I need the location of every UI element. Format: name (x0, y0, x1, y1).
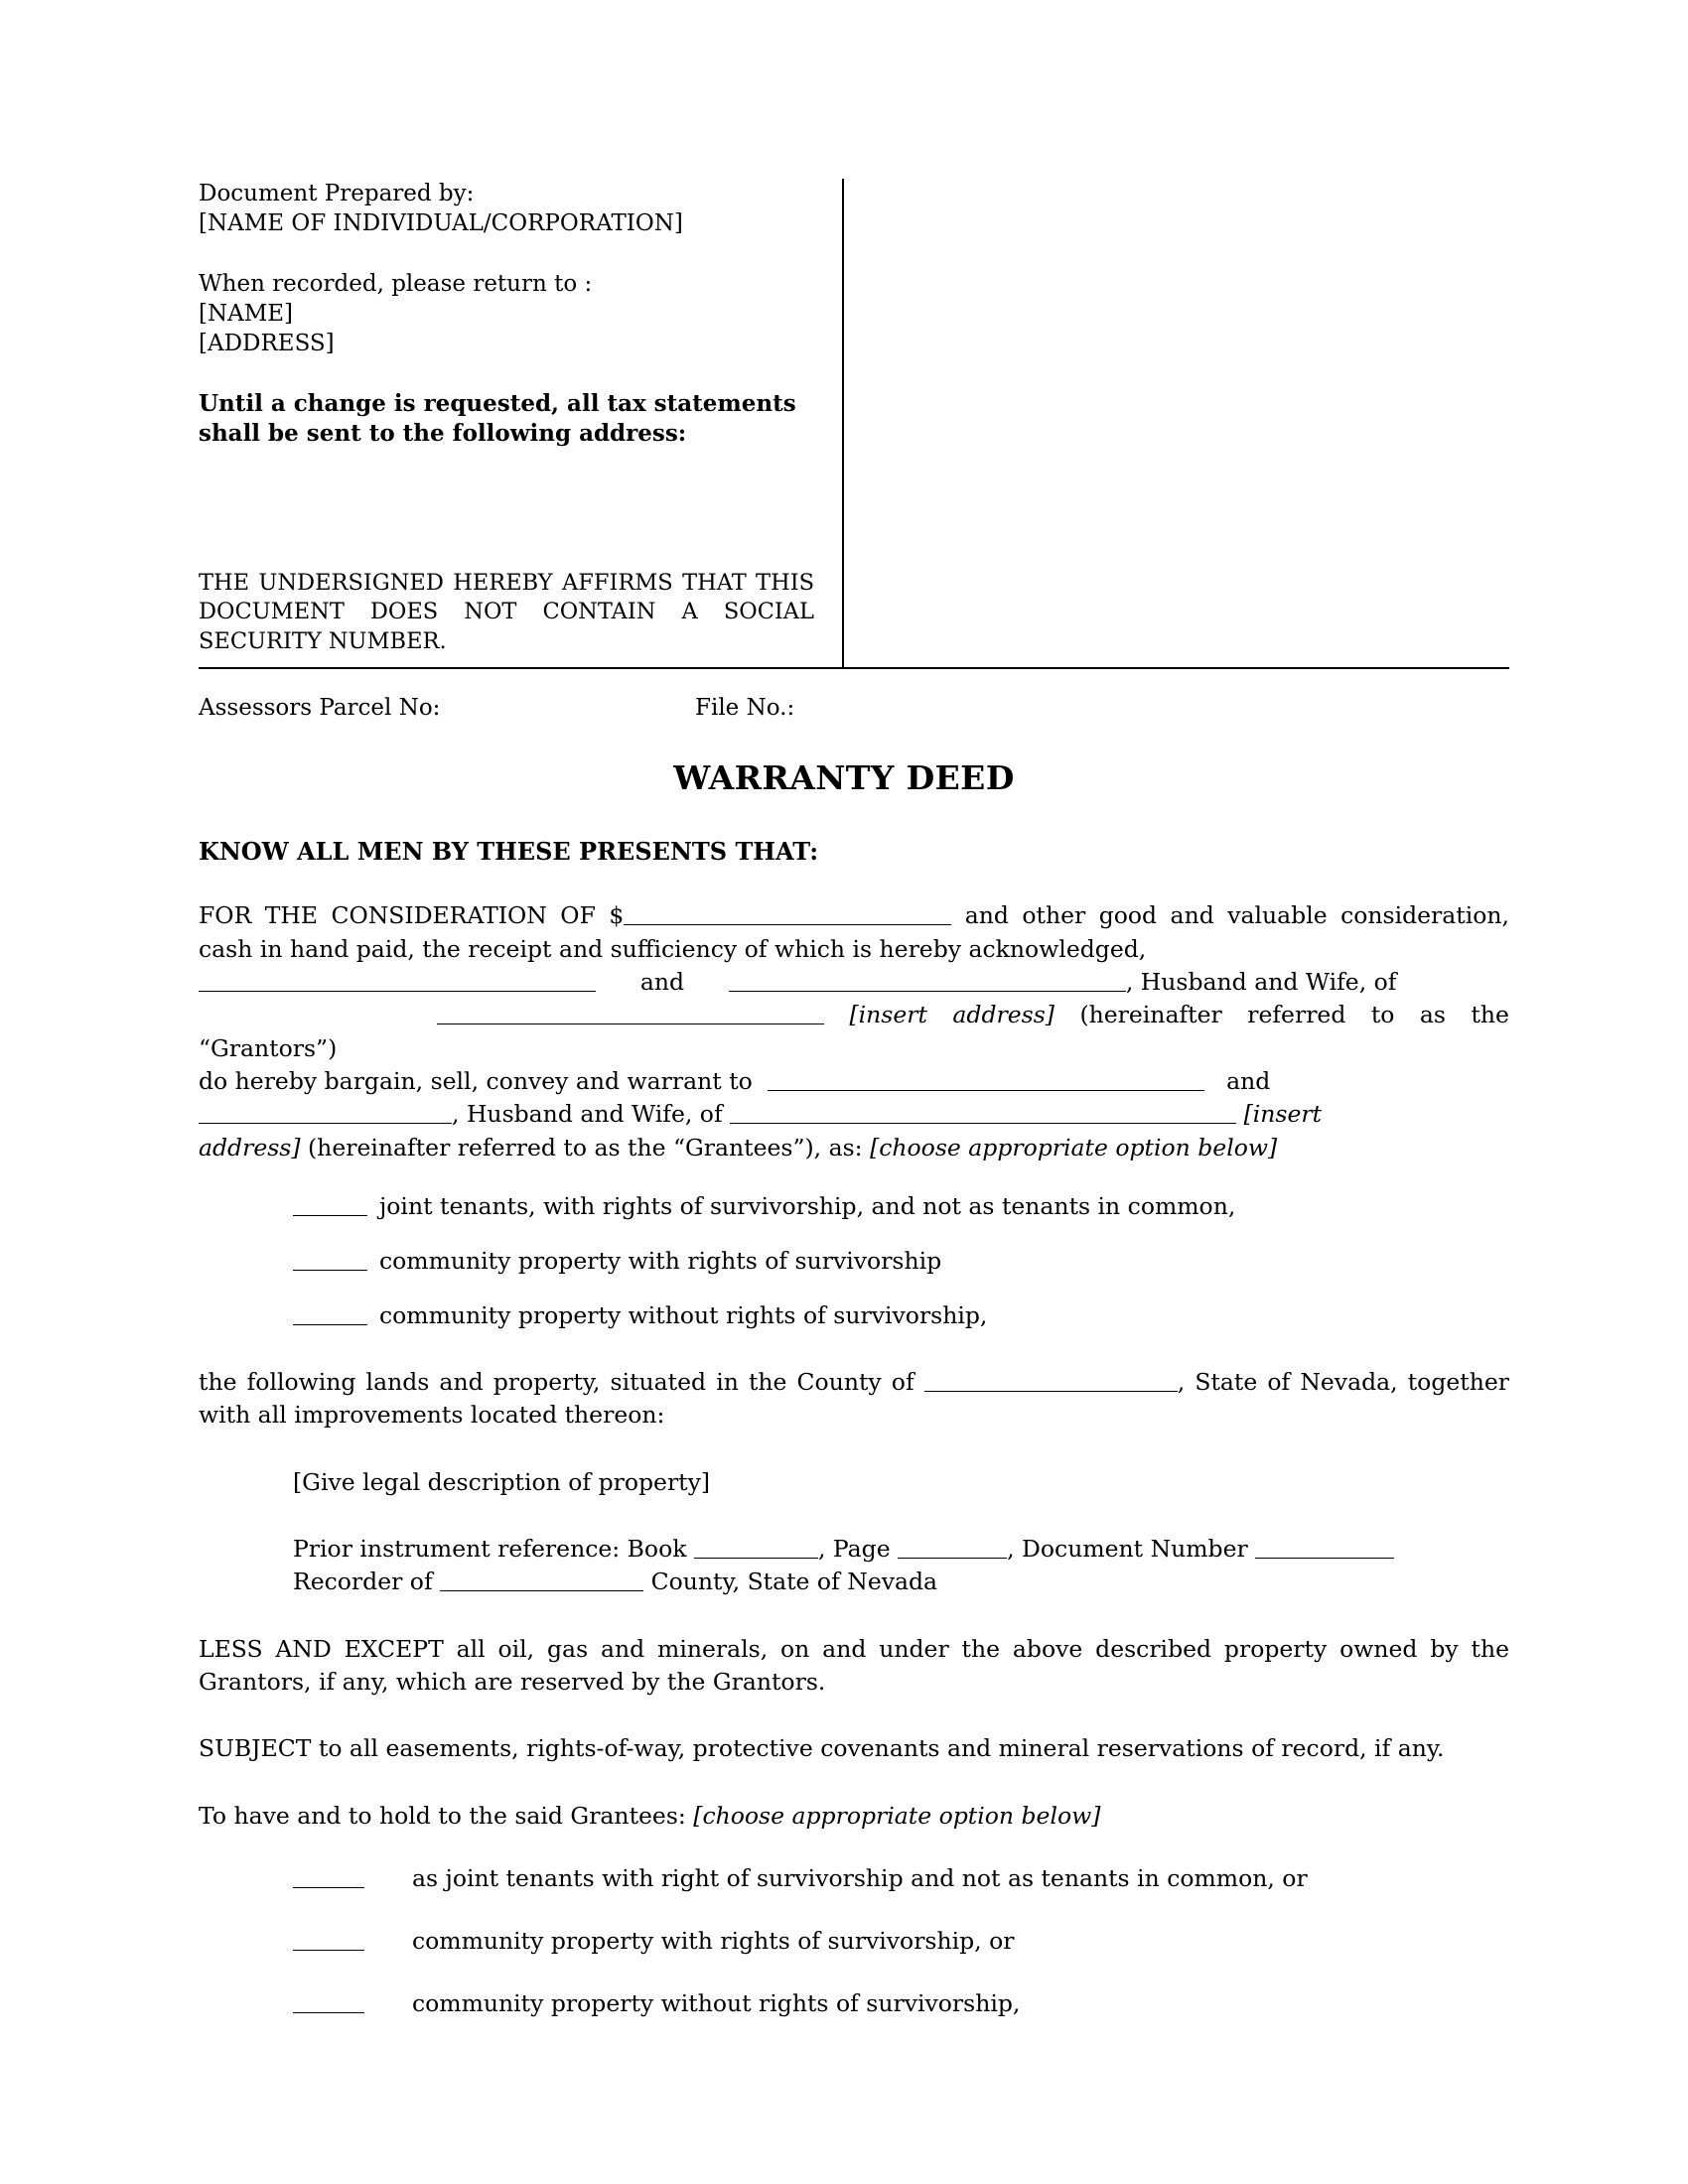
hold-option-3-blank[interactable] (293, 1987, 364, 2013)
recorder-tail: County, State of Nevada (650, 1568, 938, 1596)
grantees-husband-wife-of: , Husband and Wife, of (452, 1100, 723, 1129)
grantors-husband-wife-of: , Husband and Wife, of (1125, 968, 1397, 996)
prior-instrument-lead: Prior instrument reference: Book (293, 1534, 687, 1563)
list-item[interactable] (293, 1190, 1489, 1223)
grantee-2-blank[interactable] (199, 1099, 452, 1125)
return-to-group (199, 269, 824, 359)
recorder-county-blank[interactable] (440, 1567, 643, 1592)
file-no-label: File No.: (695, 695, 795, 722)
legal-description-placeholder: [Give legal description of property] (293, 1467, 711, 1496)
prior-instrument-block (293, 1533, 1489, 1599)
tenancy-option-2-label: community property with rights of survivorship (379, 1247, 942, 1276)
prior-instrument-line (293, 1533, 1489, 1566)
choose-option-hint-1: [choose appropriate option below] (870, 1133, 1278, 1161)
prior-page-label: , Page (817, 1534, 891, 1563)
lands-after-county: , State of Nevada, together with all improvements located thereon: (199, 1367, 1509, 1430)
to-have-lead: To have and to hold to the said Grantees: (199, 1801, 686, 1830)
ssn-affirmation: THE UNDERSIGNED HEREBY AFFIRMS THAT THIS DOCUMENT DOES NOT CONTAIN A SOCIAL SECURITY NUMBER. (199, 569, 814, 655)
list-item[interactable] (293, 1245, 1489, 1278)
do-hereby-bargain: do hereby bargain, sell, convey and warrant to (199, 1067, 753, 1096)
lands-lead: the following lands and property, situated in the County of (199, 1367, 914, 1396)
header-vertical-divider (842, 179, 844, 667)
to-have-and-hold-paragraph (199, 1800, 1509, 1833)
consideration-after-amount: and other good and valuable consideration, cash in hand paid, the receipt and sufficiency of which is hereby acknowledged, (199, 901, 1510, 963)
hold-options-list (199, 1862, 1489, 2020)
tenancy-option-3-blank[interactable] (293, 1299, 367, 1325)
insert-word: [insert (1243, 1100, 1323, 1129)
list-item[interactable] (293, 1987, 1489, 2020)
choose-option-hint-2: [choose appropriate option below] (693, 1801, 1101, 1830)
list-item[interactable] (293, 1925, 1489, 1958)
grantor-1-blank[interactable] (199, 966, 596, 992)
prepared-by-value: [NAME OF INDIVIDUAL/CORPORATION] (199, 210, 683, 237)
book-blank[interactable] (694, 1533, 818, 1559)
hold-option-1-label: as joint tenants with right of survivorship and not as tenants in common, or (412, 1864, 1308, 1893)
consideration-paragraph (199, 899, 1509, 1164)
know-all-men-heading: KNOW ALL MEN BY THESE PRESENTS THAT: (199, 837, 819, 867)
tenancy-option-1-blank[interactable] (293, 1190, 367, 1216)
list-item[interactable] (293, 1862, 1489, 1895)
address-word: address] (199, 1133, 301, 1161)
hold-option-3-label: community property without rights of survivorship, (412, 1988, 1021, 2017)
county-blank[interactable] (924, 1366, 1178, 1392)
return-to-address: [ADDRESS] (199, 331, 335, 357)
consideration-amount-blank[interactable] (624, 900, 951, 926)
parcel-file-row (199, 695, 1509, 721)
return-to-name: [NAME] (199, 301, 294, 328)
page-title: WARRANTY DEED (673, 758, 1015, 798)
grantor-2-blank[interactable] (729, 966, 1126, 992)
return-to-label: When recorded, please return to : (199, 270, 593, 297)
grantee-address-blank[interactable] (730, 1099, 1236, 1125)
and-word-2: and (1226, 1067, 1271, 1096)
subject-to-paragraph: SUBJECT to all easements, rights-of-way, protective covenants and mineral reservations of record, if any. (199, 1734, 1445, 1763)
page-blank[interactable] (898, 1533, 1007, 1559)
recorder-lead: Recorder of (293, 1568, 433, 1596)
hereinafter-grantors: (hereinafter referred to as the “Grantors”) (199, 1001, 1509, 1062)
and-word-1: and (639, 968, 685, 996)
spacer-3 (199, 450, 824, 569)
tenancy-options-list (199, 1190, 1489, 1332)
tenancy-option-3-label: community property without rights of survivorship, (379, 1300, 988, 1329)
spacer-1 (199, 239, 824, 269)
tenancy-option-2-blank[interactable] (293, 1245, 367, 1271)
tenancy-option-1-label: joint tenants, with rights of survivorship, and not as tenants in common, (379, 1192, 1236, 1221)
consideration-lead: FOR THE CONSIDERATION OF $ (199, 901, 625, 930)
spacer-2 (199, 359, 824, 389)
less-and-except-paragraph: LESS AND EXCEPT all oil, gas and minerals, on and under the above described property owned by the Grantors, if any, which are reserved by the Grantors. (199, 1634, 1509, 1696)
hereinafter-grantees: (hereinafter referred to as the “Grantees”), as: (308, 1133, 863, 1161)
lands-paragraph (199, 1366, 1509, 1433)
assessors-parcel-label: Assessors Parcel No: (199, 695, 441, 722)
prepared-by-label: Document Prepared by: (199, 181, 475, 206)
tax-statement-line-2: shall be sent to the following address: (199, 420, 687, 448)
recorder-line (293, 1566, 1489, 1598)
document-number-blank[interactable] (1255, 1533, 1394, 1559)
header-left-column (199, 179, 824, 657)
grantor-address-blank[interactable] (437, 1000, 824, 1025)
prior-docnum-label: , Document Number (1007, 1534, 1248, 1563)
grantee-1-blank[interactable] (768, 1065, 1204, 1091)
hold-option-1-blank[interactable] (293, 1862, 364, 1888)
list-item[interactable] (293, 1299, 1489, 1332)
header-block (199, 179, 1509, 669)
hold-option-2-blank[interactable] (293, 1925, 364, 1951)
insert-address-hint-1: [insert address] (849, 1001, 1055, 1029)
tax-statement-group (199, 389, 824, 450)
prepared-by-group (199, 179, 824, 239)
tax-statement-line-1: Until a change is requested, all tax statements (199, 389, 796, 417)
hold-option-2-label: community property with rights of survivorship, or (412, 1926, 1015, 1955)
